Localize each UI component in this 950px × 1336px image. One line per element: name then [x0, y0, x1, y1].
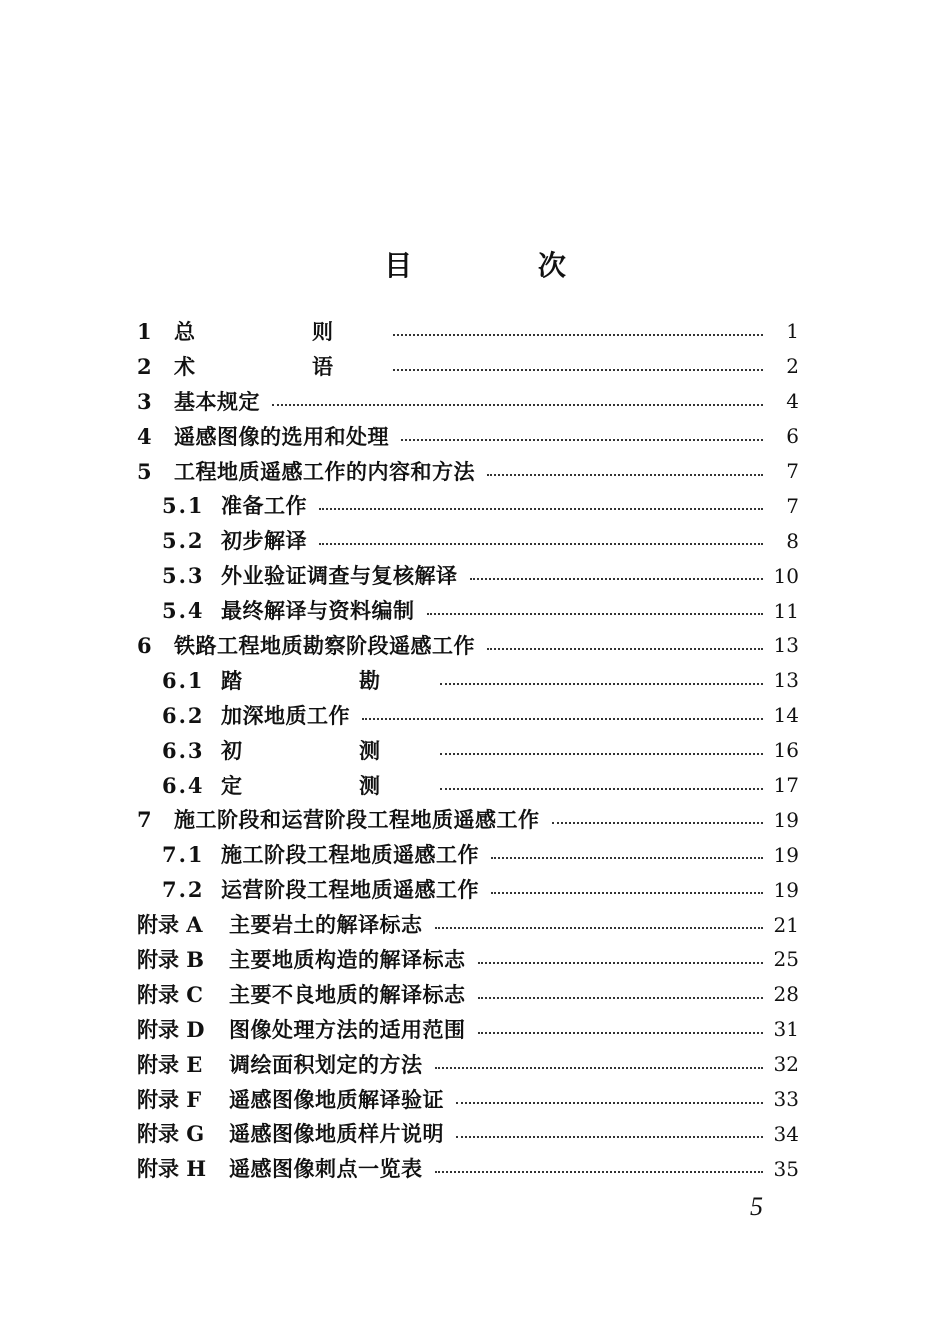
section-title: 遥感图像刺点一览表 [229, 1156, 423, 1182]
toc-entry[interactable] [137, 628, 799, 663]
section-number: 4 [137, 423, 152, 449]
section-title: 踏 勘 [221, 667, 428, 693]
section-number: 6.3 [162, 737, 205, 763]
dot-leader [478, 961, 764, 964]
toc-entry[interactable] [137, 1151, 799, 1186]
section-title: 主要地质构造的解译标志 [229, 946, 466, 972]
section-title: 运营阶段工程地质遥感工作 [221, 877, 479, 903]
dot-leader [435, 1170, 764, 1173]
dot-leader [393, 368, 763, 371]
section-number: 7.2 [162, 877, 205, 903]
dot-leader [440, 682, 763, 685]
section-number: 5.2 [162, 528, 205, 554]
page-ref: 4 [786, 389, 799, 414]
dot-leader [435, 926, 764, 929]
section-title: 调绘面积划定的方法 [229, 1051, 423, 1077]
page-ref: 19 [773, 842, 799, 867]
toc-entry[interactable] [137, 419, 799, 454]
dot-leader [487, 647, 763, 650]
dot-leader [478, 996, 764, 999]
toc-entry[interactable] [137, 942, 799, 977]
section-number: 7.1 [162, 842, 205, 868]
toc-entry[interactable] [137, 1047, 799, 1082]
dot-leader [272, 403, 763, 406]
page-ref: 7 [786, 493, 799, 518]
section-title: 工程地质遥感工作的内容和方法 [174, 458, 475, 484]
section-title: 外业验证调查与复核解译 [221, 563, 458, 589]
section-title: 定 测 [221, 772, 428, 798]
section-number: 5 [137, 458, 152, 484]
page-ref: 19 [773, 877, 799, 902]
toc-entry[interactable] [137, 837, 799, 872]
toc-entry[interactable] [137, 663, 799, 698]
toc-entry[interactable] [137, 314, 799, 349]
toc-entry[interactable] [137, 768, 799, 803]
section-title: 图像处理方法的适用范围 [229, 1016, 466, 1042]
toc-entry[interactable] [137, 1116, 799, 1151]
toc-entry[interactable] [137, 733, 799, 768]
section-number: 5.1 [162, 493, 205, 519]
dot-leader [552, 821, 764, 824]
section-number: 7 [137, 807, 152, 833]
dot-leader [440, 787, 763, 790]
page-ref: 21 [773, 912, 799, 937]
page-ref: 8 [786, 528, 799, 553]
page-ref: 16 [773, 738, 799, 763]
section-number: 6.1 [162, 667, 205, 693]
page-ref: 7 [786, 459, 799, 483]
toc-entry[interactable] [137, 488, 799, 523]
page-ref: 25 [773, 947, 799, 972]
section-title: 准备工作 [221, 493, 307, 519]
section-title: 铁路工程地质勘察阶段遥感工作 [174, 632, 475, 658]
page-ref: 34 [773, 1121, 799, 1146]
toc-entry[interactable] [137, 872, 799, 907]
section-number: 1 [137, 318, 152, 344]
page-ref: 2 [786, 354, 799, 379]
page-ref: 35 [773, 1156, 799, 1181]
section-title: 最终解译与资料编制 [221, 598, 415, 624]
section-title: 主要不良地质的解译标志 [229, 981, 466, 1007]
page-ref: 19 [773, 807, 799, 832]
page-ref: 13 [773, 668, 799, 693]
section-title: 初步解译 [221, 528, 307, 554]
page-ref: 13 [773, 633, 799, 658]
page-ref: 11 [773, 598, 799, 623]
appendix-label: 附录 A [137, 912, 203, 938]
page-ref: 14 [773, 703, 799, 728]
section-title: 加深地质工作 [221, 702, 350, 728]
page-ref: 28 [773, 982, 799, 1007]
dot-leader [440, 752, 763, 755]
section-number: 2 [137, 353, 152, 379]
page-ref: 33 [773, 1087, 799, 1112]
dot-leader [491, 856, 763, 859]
toc-entry[interactable] [137, 523, 799, 558]
section-title: 基本规定 [174, 388, 260, 414]
page-ref: 1 [786, 319, 799, 344]
section-title: 术 语 [174, 353, 381, 379]
section-title: 初 测 [221, 737, 428, 763]
appendix-label: 附录 B [137, 946, 205, 972]
section-number: 5.3 [162, 563, 205, 589]
dot-leader [319, 507, 763, 510]
toc-entry[interactable] [137, 349, 799, 384]
section-title: 总 则 [174, 318, 381, 344]
page-ref: 31 [773, 1017, 799, 1042]
section-title: 施工阶段工程地质遥感工作 [221, 842, 479, 868]
toc-entry[interactable] [137, 698, 799, 733]
appendix-label: 附录 F [137, 1086, 202, 1112]
toc-entry[interactable] [137, 1012, 799, 1047]
dot-leader [456, 1135, 763, 1138]
toc-entry[interactable] [137, 977, 799, 1012]
toc-entry[interactable] [137, 802, 799, 837]
section-title: 遥感图像地质样片说明 [229, 1121, 444, 1147]
dot-leader [319, 542, 763, 545]
dot-leader [491, 891, 763, 894]
dot-leader [456, 1101, 763, 1104]
dot-leader [393, 333, 763, 336]
toc-entry[interactable] [137, 1082, 799, 1117]
dot-leader [487, 473, 763, 476]
page-ref: 10 [773, 563, 799, 588]
dot-leader [470, 577, 764, 580]
dot-leader [427, 612, 764, 615]
section-title: 遥感图像地质解译验证 [229, 1086, 444, 1112]
section-title: 施工阶段和运营阶段工程地质遥感工作 [174, 807, 540, 833]
page-ref: 6 [786, 424, 799, 449]
section-number: 6.4 [162, 772, 205, 798]
section-title: 遥感图像的选用和处理 [174, 423, 389, 449]
section-number: 6 [137, 632, 152, 658]
appendix-label: 附录 C [137, 981, 204, 1007]
dot-leader [435, 1066, 764, 1069]
appendix-label: 附录 G [137, 1121, 205, 1147]
dot-leader [478, 1031, 764, 1034]
page-ref: 32 [773, 1052, 799, 1077]
toc-entry[interactable] [137, 593, 799, 628]
appendix-label: 附录 E [137, 1051, 203, 1077]
toc-entry[interactable] [137, 558, 799, 593]
section-number: 6.2 [162, 702, 205, 728]
page-title: 目 次 [384, 249, 624, 282]
toc-entry[interactable] [137, 907, 799, 942]
dot-leader [362, 717, 763, 720]
table-of-contents [137, 314, 799, 1186]
page-ref: 17 [773, 773, 799, 798]
appendix-label: 附录 D [137, 1016, 205, 1042]
toc-entry[interactable] [137, 384, 799, 419]
page-number: 5 [750, 1192, 763, 1221]
section-title: 主要岩土的解译标志 [229, 912, 423, 938]
appendix-label: 附录 H [137, 1156, 207, 1182]
dot-leader [401, 438, 763, 441]
toc-entry[interactable] [137, 454, 799, 489]
section-number: 5.4 [162, 598, 205, 624]
section-number: 3 [137, 388, 152, 414]
